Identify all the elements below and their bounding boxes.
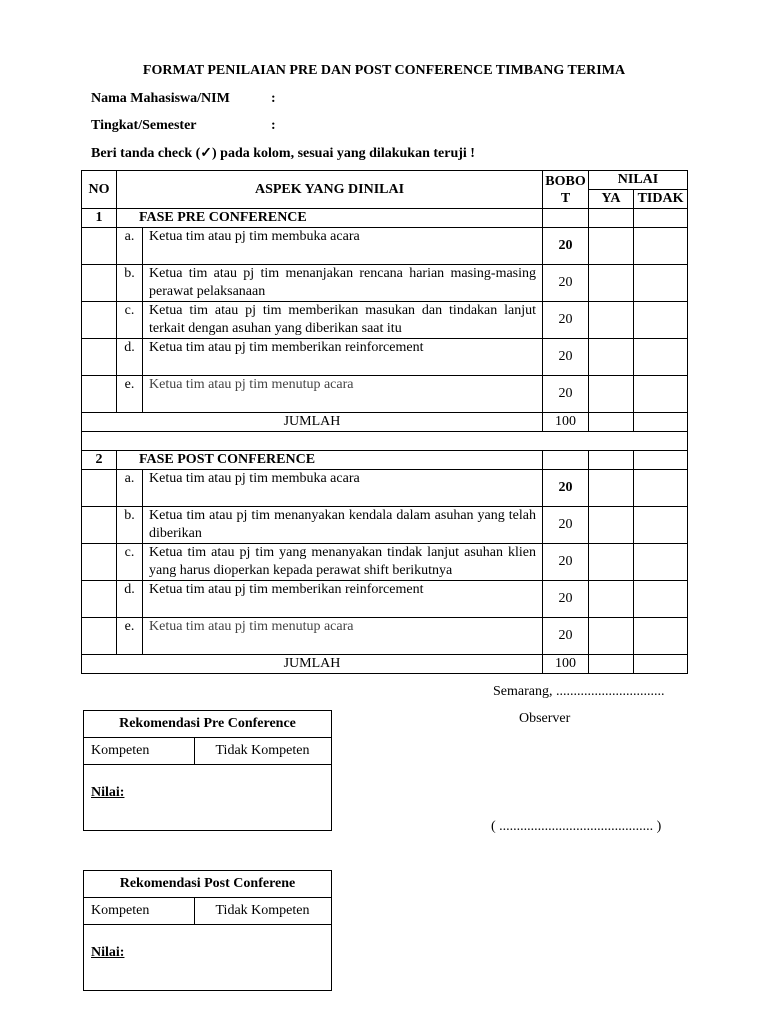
observer-name-line: ( ............................................ ) bbox=[491, 819, 662, 834]
table-row bbox=[82, 581, 688, 618]
observer-label: Observer bbox=[519, 711, 571, 726]
recommendation-title: Rekomendasi Pre Conference bbox=[84, 711, 331, 738]
section-row-pre bbox=[82, 209, 688, 228]
sum-value: 100 bbox=[543, 655, 589, 674]
recommendation-pre-box bbox=[83, 710, 332, 831]
student-name-label: Nama Mahasiswa/NIM bbox=[91, 91, 230, 106]
student-name-colon: : bbox=[271, 91, 276, 106]
tidak-cell[interactable] bbox=[634, 376, 688, 413]
section-number: 1 bbox=[82, 209, 117, 228]
sum-label: JUMLAH bbox=[82, 413, 543, 432]
table-row bbox=[82, 376, 688, 413]
item-bobot: 20 bbox=[543, 228, 589, 265]
ya-cell[interactable] bbox=[589, 209, 634, 228]
item-bobot: 20 bbox=[543, 265, 589, 302]
ya-cell[interactable] bbox=[589, 265, 634, 302]
table-row bbox=[82, 618, 688, 655]
tidak-cell[interactable] bbox=[634, 339, 688, 376]
item-text: Ketua tim atau pj tim memberikan reinforcement bbox=[143, 339, 543, 376]
item-letter: a. bbox=[117, 470, 143, 507]
ya-cell[interactable] bbox=[589, 618, 634, 655]
tidak-cell[interactable] bbox=[634, 265, 688, 302]
table-row bbox=[82, 544, 688, 581]
table-row bbox=[82, 265, 688, 302]
tidak-cell[interactable] bbox=[634, 451, 688, 470]
spacer-row bbox=[82, 432, 688, 451]
item-bobot: 20 bbox=[543, 302, 589, 339]
item-letter: d. bbox=[117, 581, 143, 618]
item-letter: c. bbox=[117, 544, 143, 581]
section-row-post bbox=[82, 451, 688, 470]
item-text: Ketua tim atau pj tim memberikan reinforcement bbox=[143, 581, 543, 618]
section-title: FASE PRE CONFERENCE bbox=[117, 209, 543, 228]
recommendation-title: Rekomendasi Post Conferene bbox=[84, 871, 331, 898]
item-letter: c. bbox=[117, 302, 143, 339]
item-bobot: 20 bbox=[543, 581, 589, 618]
item-text: Ketua tim atau pj tim menanyakan kendala dalam asuhan yang telah diberikan bbox=[143, 507, 543, 544]
item-text: Ketua tim atau pj tim membuka acara bbox=[143, 470, 543, 507]
table-row bbox=[82, 228, 688, 265]
recommendation-post-box bbox=[83, 870, 332, 991]
ya-cell[interactable] bbox=[589, 339, 634, 376]
item-text: Ketua tim atau pj tim menutup acara bbox=[143, 376, 543, 413]
item-letter: b. bbox=[117, 507, 143, 544]
tidak-cell[interactable] bbox=[634, 618, 688, 655]
item-letter: d. bbox=[117, 339, 143, 376]
assessment-table bbox=[81, 170, 688, 674]
document-title: FORMAT PENILAIAN PRE DAN POST CONFERENCE TIMBANG TERIMA bbox=[142, 63, 626, 78]
item-letter: e. bbox=[117, 618, 143, 655]
header-nilai: NILAI bbox=[589, 171, 688, 190]
header-no: NO bbox=[82, 171, 117, 209]
ya-cell[interactable] bbox=[589, 376, 634, 413]
header-aspek: ASPEK YANG DINILAI bbox=[117, 171, 543, 209]
item-bobot: 20 bbox=[543, 544, 589, 581]
kompeten-option[interactable]: Kompeten bbox=[91, 743, 150, 758]
sum-row bbox=[82, 413, 688, 432]
tidak-cell[interactable] bbox=[634, 544, 688, 581]
item-bobot: 20 bbox=[543, 339, 589, 376]
tidak-kompeten-option[interactable]: Tidak Kompeten bbox=[215, 903, 310, 918]
header-ya: YA bbox=[589, 190, 634, 209]
ya-cell[interactable] bbox=[589, 544, 634, 581]
item-bobot: 20 bbox=[543, 376, 589, 413]
semester-colon: : bbox=[271, 118, 276, 133]
kompeten-option[interactable]: Kompeten bbox=[91, 903, 150, 918]
item-text: Ketua tim atau pj tim memberikan masukan dan tindakan lanjut terkait dengan asuhan yang diberikan saat itu bbox=[143, 302, 543, 339]
ya-cell[interactable] bbox=[589, 302, 634, 339]
place-date: Semarang, ............................... bbox=[493, 684, 665, 699]
section-title: FASE POST CONFERENCE bbox=[117, 451, 543, 470]
ya-cell[interactable] bbox=[589, 581, 634, 618]
ya-cell[interactable] bbox=[589, 507, 634, 544]
item-bobot: 20 bbox=[543, 618, 589, 655]
nilai-label: Nilai: bbox=[91, 785, 125, 800]
table-row bbox=[82, 470, 688, 507]
nilai-label: Nilai: bbox=[91, 945, 125, 960]
ya-cell[interactable] bbox=[589, 451, 634, 470]
table-row bbox=[82, 302, 688, 339]
sum-value: 100 bbox=[543, 413, 589, 432]
item-text: Ketua tim atau pj tim membuka acara bbox=[143, 228, 543, 265]
tidak-cell[interactable] bbox=[634, 302, 688, 339]
ya-cell[interactable] bbox=[589, 470, 634, 507]
item-text: Ketua tim atau pj tim yang menanyakan tindak lanjut asuhan klien yang harus dioperkan kepada perawat shift berikutnya bbox=[143, 544, 543, 581]
section-number: 2 bbox=[82, 451, 117, 470]
semester-label: Tingkat/Semester bbox=[91, 118, 197, 133]
item-bobot: 20 bbox=[543, 507, 589, 544]
ya-cell[interactable] bbox=[589, 228, 634, 265]
tidak-cell[interactable] bbox=[634, 228, 688, 265]
item-text: Ketua tim atau pj tim menutup acara bbox=[143, 618, 543, 655]
tidak-cell[interactable] bbox=[634, 470, 688, 507]
tidak-cell[interactable] bbox=[634, 507, 688, 544]
item-letter: a. bbox=[117, 228, 143, 265]
table-row bbox=[82, 507, 688, 544]
item-bobot: 20 bbox=[543, 470, 589, 507]
sum-row bbox=[82, 655, 688, 674]
sum-label: JUMLAH bbox=[82, 655, 543, 674]
tidak-kompeten-option[interactable]: Tidak Kompeten bbox=[215, 743, 310, 758]
header-tidak: TIDAK bbox=[634, 190, 688, 209]
tidak-cell[interactable] bbox=[634, 581, 688, 618]
item-letter: b. bbox=[117, 265, 143, 302]
header-bobot: BOBO T bbox=[543, 171, 589, 209]
instruction-text: Beri tanda check (✓) pada kolom, sesuai yang dilakukan teruji ! bbox=[91, 146, 475, 161]
item-letter: e. bbox=[117, 376, 143, 413]
item-text: Ketua tim atau pj tim menanjakan rencana harian masing-masing perawat pelaksanaan bbox=[143, 265, 543, 302]
tidak-cell[interactable] bbox=[634, 209, 688, 228]
table-row bbox=[82, 339, 688, 376]
table-header-row bbox=[82, 171, 688, 190]
